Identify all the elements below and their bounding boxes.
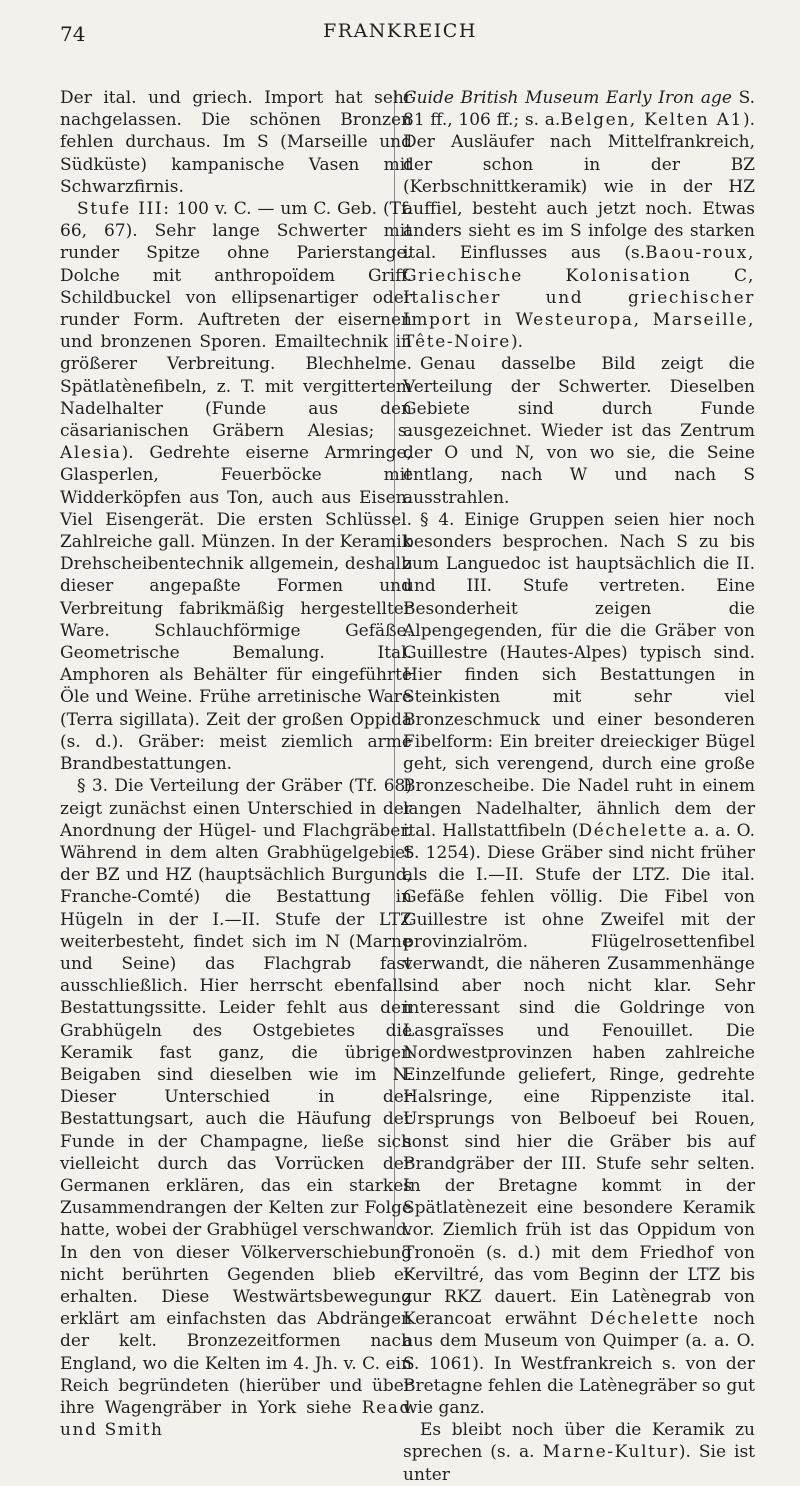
cross-ref-belgen[interactable]: Belgen, Kelten A1 xyxy=(560,110,743,131)
paragraph-guide-continued xyxy=(403,87,755,353)
paragraph-schwerter: Genau dasselbe Bild zeigt die Verteilung der Schwerter. Dieselben Gebiete sind durch Funde ausgezeichnet. Wieder ist das Zentrum der O und N, von wo sie, die Seine entlang, nach W und nach S ausstrahlen. xyxy=(403,354,755,508)
guide-text-b: ). Der Ausläufer nach Mittelfrankreich, der schon in der BZ (Kerbschnittkeramik) wie in der HZ auffiel, besteht auch jetzt noch. Etwas anders sieht es im S infolge des starken ital. Einflusses aus (s. xyxy=(403,110,755,264)
cross-ref-marne-kultur[interactable]: Marne-Kultur xyxy=(542,1442,679,1463)
paragraph-import: Der ital. und griech. Import hat sehr nachgelassen. Die schönen Bronzen fehlen durchaus. Im S (Marseille und Südküste) kampanische Vasen mit Schwarzfirnis. xyxy=(60,88,412,197)
section-3-text: § 3. Die Verteilung der Gräber (Tf. 68) zeigt zunächst einen Unterschied in der Anordnung der Hügel- und Flachgräber. Während in dem alten Grabhügelgebiet der BZ und HZ (hauptsächlich Burgund, Franche-Comté) die Bestattung in Hügeln in der I.—II. Stufe der LTZ weiterbesteht, findet sich im N (Marne und Seine) das Flachgrab fast ausschließlich. Hier herrscht ebenfalls Bestattungssitte. Leider fehlt aus den Grabhügeln des Ostgebietes die Keramik fast ganz, die übrigen Beigaben sind dieselben wie im N. Dieser Unterschied in der Bestattungsart, auch die Häufung der Funde in der Champagne, ließe sich vielleicht durch das Vorrücken der Germanen erklären, das ein starkes Zusammendrangen der Kelten zur Folge hatte, wobei der Grabhügel verschwand. In den von dieser Völkerverschiebung nicht berührten Gegenden blieb er erhalten. Diese Westwärtsbewegung erklärt am einfachsten das Abdrängen der kelt. Bronzezeitformen nach England, wo die Kelten im 4. Jh. v. C. ein Reich begründeten (hierüber und über ihre Wagengräber in York siehe xyxy=(60,776,412,1418)
left-column xyxy=(60,87,412,1441)
guide-text-c: ). xyxy=(510,332,523,353)
paragraph-section-3 xyxy=(60,775,412,1441)
cross-ref-baou-roux[interactable]: Baou-roux, Griechische Kolonisation C, Italischer und griechischer Import in Westeuropa, Marseille, Tête-Noire xyxy=(403,243,755,353)
book-title-guide: Guide British Museum Early Iron age xyxy=(403,88,732,108)
section-4-text-c: noch aus dem Museum von Quimper (a. a. O. S. 1061). In Westfrankreich s. von der Bretagne fehlen die Latènegräber so gut wie ganz. xyxy=(403,1309,756,1418)
section-4-text-a: § 4. Einige Gruppen seien hier noch besonders besprochen. Nach S zu bis zum Languedoc ist hauptsächlich die II. und III. Stufe vertreten. Eine Besonderheit zeigen die Alpengegenden, für die die Gräber von Guillestre (Hautes-Alpes) typisch sind. Hier finden sich Bestattungen in Steinkisten mit sehr viel Bronzeschmuck und einer besonderen Fibelform: Ein breiter dreieckiger Bügel geht, sich verengend, durch eine große Bronzescheibe. Die Nadel ruht in einem langen Nadelhalter, ähnlich dem der ital. Hallstattfibeln ( xyxy=(403,509,755,841)
section-4-text-b: a. a. O. S. 1254). Diese Gräber sind nicht früher als die I.—II. Stufe der LTZ. Die ital. Gefäße fehlen völlig. Die Fibel von Guillestre ist ohne Zweifel mit der provinzialröm. Flügelrosettenfibel verwandt, die näheren Zusammenhänge sind aber noch nicht klar. Sehr interessant sind die Goldringe von Lasgraïsses und Fenouillet. Die Nordwestprovinzen haben zahlreiche Einzelfunde geliefert, Ringe, gedrehte Halsringe, eine Rippenziste ital. Ursprungs von Belboeuf bei Rouen, sonst sind hier die Gräber bis auf Brandgräber der III. Stufe sehr selten. In der Bretagne kommt in der Spätlatènezeit eine besondere Keramik vor. Ziemlich früh ist das Oppidum von Tronoën (s. d.) mit dem Friedhof von Kerviltré, das vom Beginn der LTZ bis zur RKZ dauert. Ein Latènegrab von Kerancoat erwähnt xyxy=(403,820,755,1330)
cross-ref-dechelette[interactable]: Déchelette xyxy=(578,820,688,841)
paragraph-stufe-iii xyxy=(60,198,412,775)
cross-ref-alesia[interactable]: Alesia xyxy=(60,443,122,464)
keramik-text-b: ). Sie ist unter xyxy=(403,1442,755,1485)
keramik-text-a: Es bleibt noch über die Keramik zu sprechen (s. a. xyxy=(403,1420,755,1463)
stufe-text-end: ). Gedrehte eiserne Armringe, Glasperlen, Feuerböcke mit Widderköpfen aus Ton, auch aus Eisen. Viel Eisengerät. Die ersten Schlüssel. Zahlreiche gall. Münzen. In der Keramik Drehscheibentechnik allgemein, deshalb dieser angepaßte Formen und Verbreitung fabrikmäßig hergestellter Ware. Schlauchförmige Gefäße. Geometrische Bemalung. Ital. Amphoren als Behälter für eingeführte Öle und Weine. Frühe arretinische Ware (Terra sigillata). Zeit der großen Oppida (s. d.). Gräber: meist ziemlich arme Brandbestattungen. xyxy=(60,443,412,775)
stufe-label: Stufe III: xyxy=(77,199,171,220)
stufe-text: 100 v. C. — um C. Geb. (Tf. 66, 67). Sehr lange Schwerter mit runder Spitze ohne Parierstange. Dolche mit anthropoïdem Griff. Schildbuckel von ellipsenartiger oder runder Form. Auftreten der eisernen und bronzenen Sporen. Emailtechnik in größerer Verbreitung. Blechhelme. Spätlatènefibeln, z. T. mit vergittertem Nadelhalter (Funde aus den cäsarianischen Gräbern Alesias; s. xyxy=(60,199,413,442)
paragraph-section-4 xyxy=(403,509,755,1419)
right-column xyxy=(403,87,755,1486)
paragraph-keramik xyxy=(403,1419,755,1486)
guide-text-a: S. 81 ff., 106 ff.; s. a. xyxy=(403,88,756,131)
cross-ref-dechelette-2[interactable]: Déchelette xyxy=(590,1309,700,1330)
running-title: FRANKREICH xyxy=(323,20,477,42)
cross-ref-read-smith[interactable]: Read und Smith xyxy=(60,1397,413,1441)
page-number: 74 xyxy=(60,22,86,46)
